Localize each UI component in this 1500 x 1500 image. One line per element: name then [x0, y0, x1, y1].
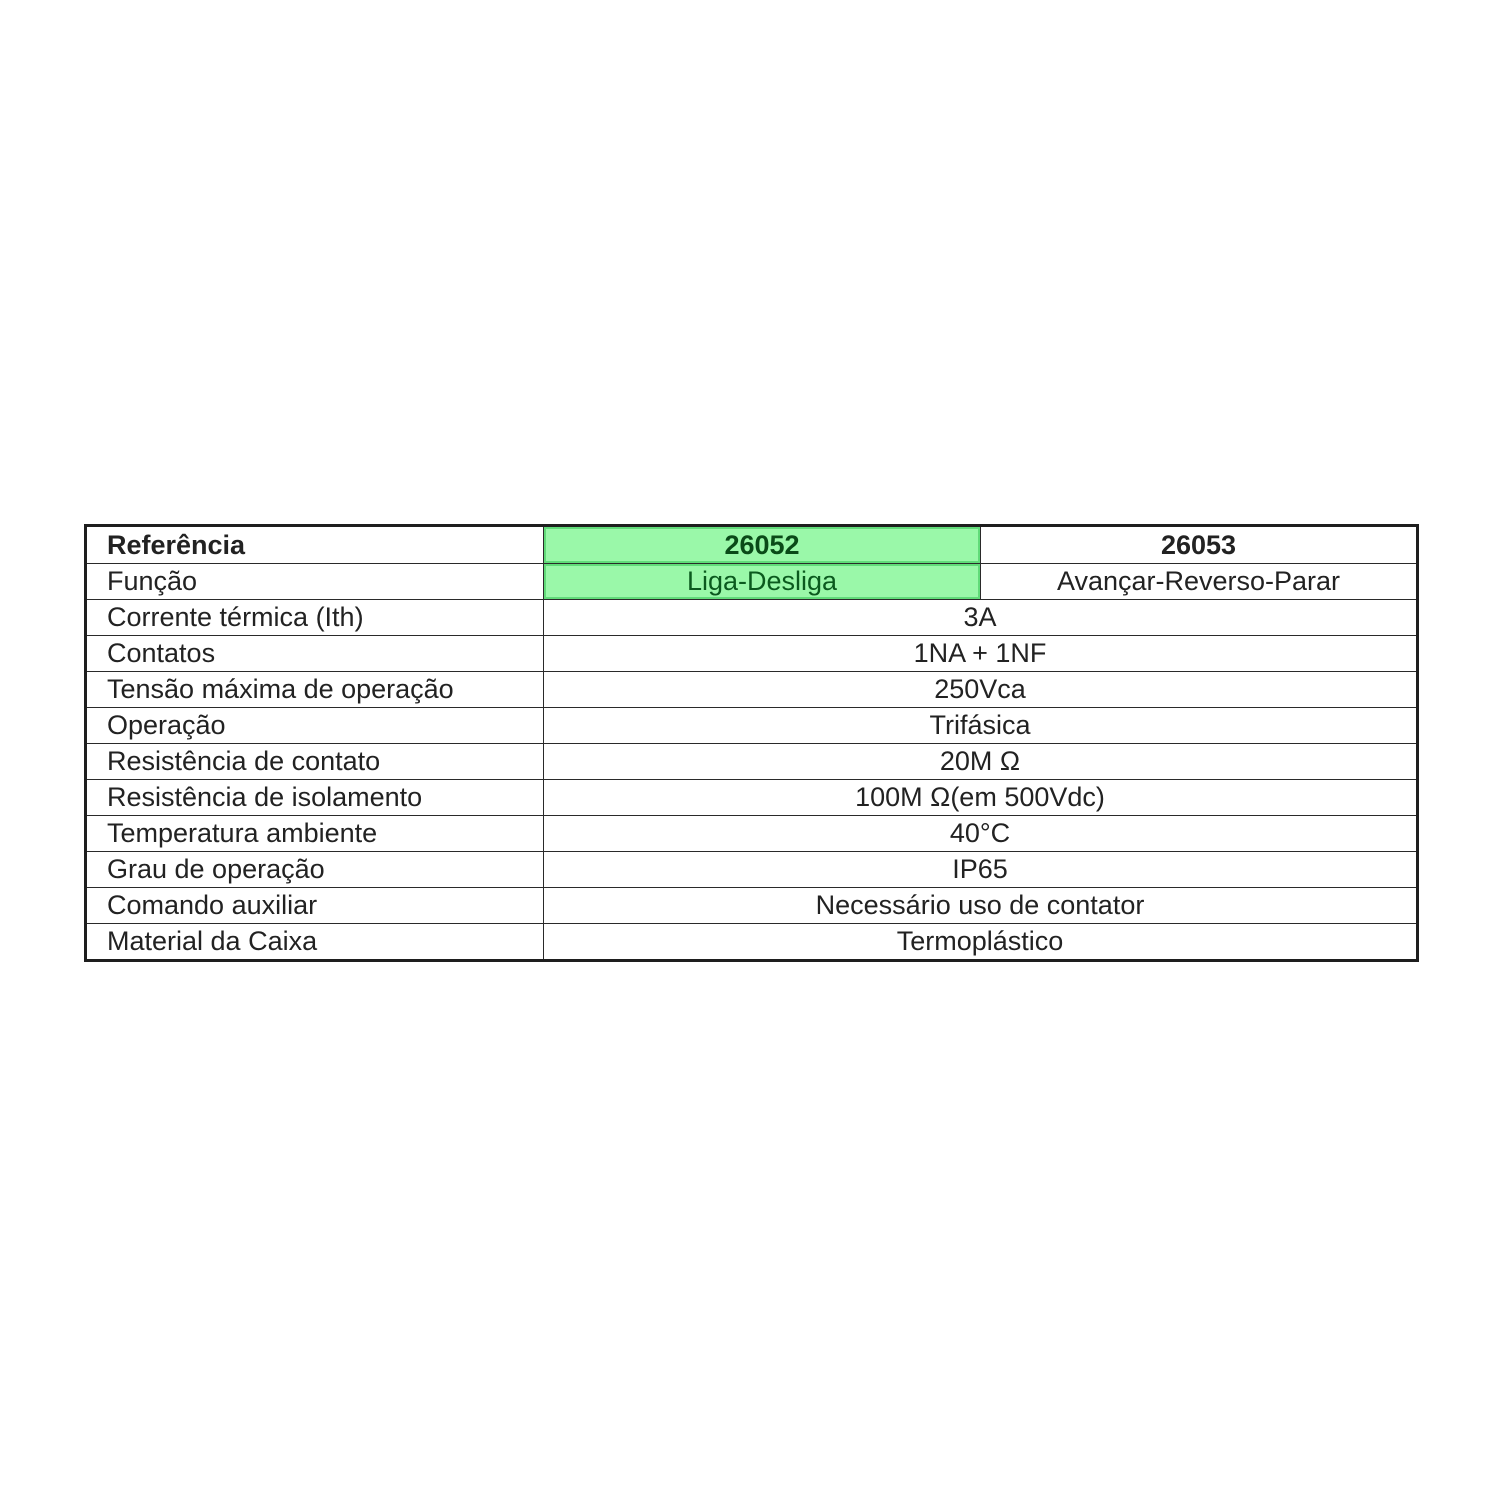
- row-value: IP65: [544, 852, 1418, 888]
- table-row: [86, 780, 1418, 816]
- table-row: [86, 744, 1418, 780]
- row-value: 250Vca: [544, 672, 1418, 708]
- row-value: 1NA + 1NF: [544, 636, 1418, 672]
- table-row: [86, 888, 1418, 924]
- row-value: 100M Ω(em 500Vdc): [544, 780, 1418, 816]
- row-label: Operação: [86, 708, 544, 744]
- function-26053: Avançar-Reverso-Parar: [981, 564, 1418, 600]
- row-label: Corrente térmica (Ith): [86, 600, 544, 636]
- row-value: Trifásica: [544, 708, 1418, 744]
- row-value: Termoplástico: [544, 924, 1418, 961]
- row-label: Resistência de isolamento: [86, 780, 544, 816]
- table-row: [86, 672, 1418, 708]
- row-value: 20M Ω: [544, 744, 1418, 780]
- function-26052: Liga-Desliga: [544, 564, 981, 600]
- row-value: 40°C: [544, 816, 1418, 852]
- row-label: Contatos: [86, 636, 544, 672]
- row-label: Comando auxiliar: [86, 888, 544, 924]
- table-row: [86, 600, 1418, 636]
- function-label: Função: [86, 564, 544, 600]
- table-row: [86, 708, 1418, 744]
- table-row: [86, 816, 1418, 852]
- reference-26053: 26053: [981, 526, 1418, 564]
- row-label: Temperatura ambiente: [86, 816, 544, 852]
- spec-table: [84, 524, 1419, 962]
- row-label: Grau de operação: [86, 852, 544, 888]
- table-row: [86, 564, 1418, 600]
- row-value: 3A: [544, 600, 1418, 636]
- row-label: Tensão máxima de operação: [86, 672, 544, 708]
- table-row: [86, 924, 1418, 961]
- row-value: Necessário uso de contator: [544, 888, 1418, 924]
- row-label: Resistência de contato: [86, 744, 544, 780]
- table-row: [86, 852, 1418, 888]
- table-row: [86, 636, 1418, 672]
- reference-label: Referência: [86, 526, 544, 564]
- reference-26052: 26052: [544, 526, 981, 564]
- row-label: Material da Caixa: [86, 924, 544, 961]
- table-header-row: [86, 526, 1418, 564]
